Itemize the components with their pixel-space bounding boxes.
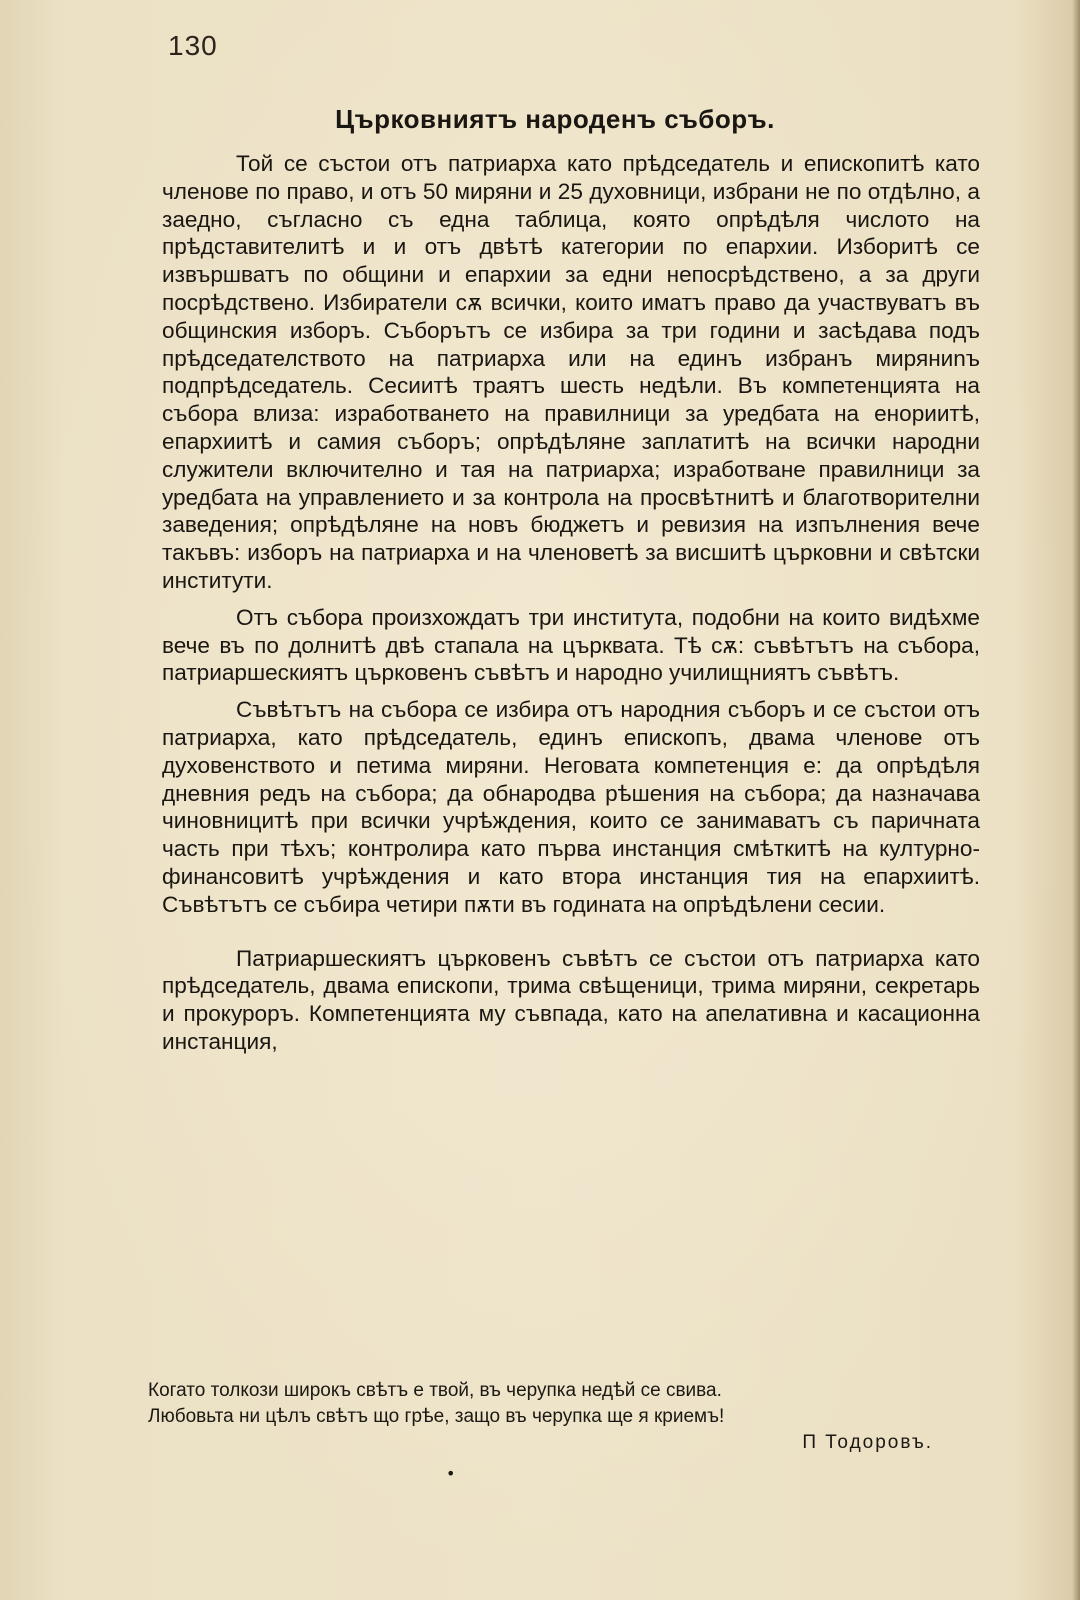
paragraph-composition: Той се състои отъ патриарха като прѣдседатель и епископитѣ като членове по право, и отъ 50 миряни и 25 духовници, избрани не по отдѣлно, а заедно, съгласно съ една таблица, която опрѣдѣля числото на прѣдставителитѣ и и отъ двѣтѣ категории по епархии. Изборитѣ се извършватъ по общини и епархии за едни непосрѣдствено, а за други посрѣдствено. Избиратели сѫ всички, които иматъ право да участвуватъ въ общинския изборъ. Съборътъ се избира за три години и засѣдава подъ прѣдседателството на патриарха или на единъ избранъ миряниnъ подпрѣдседатель. Сесиитѣ траятъ шесть недѣли. Въ компетенцията на събора влиза: изработването на правилници за уредбата на енориитѣ, епархиитѣ и самия съборъ; опрѣдѣляне заплатитѣ на всички народни служители включително и тая на патриарха; изработване правилници за уредбата на управлението и за контрола на просвѣтнитѣ и благотворителни заведения; опрѣдѣляне на новъ бюджетъ и ревизия на изпълнения вече такъвъ: изборъ на патриарха и на членоветѣ за висшитѣ църковни и свѣтски институти. [162,151,980,593]
paragraph-patriarchal-council: Патриаршескиятъ църковенъ съвѣтъ се състои отъ патриарха като прѣдседатель, двама епископи, трима свѣщеници, трима миряни, секретарь и прокуроръ. Компетенцията му съвпада, като на апелативна и касационна инстанция, [162,945,980,1054]
ornament-dot-icon: • [446,1464,456,1483]
page-number: 130 [168,30,218,61]
page-edge-shadow [1072,0,1080,1600]
paragraph-council-of-assembly: Съвѣтътъ на събора се избира отъ народния съборъ и се състои отъ патриарха, като прѣдседатель, единъ епископъ, двама членове отъ духовенството и петима миряни. Неговата компетенция е: да опрѣдѣля дневния редъ на събора; да обнародва рѣшения на събора; да назначава чиновницитѣ при всички учрѣждения, които се занимаватъ съ паричната часть при тѣхъ; контролира като първа инстанция смѣткитѣ на културно-финансовитѣ учрѣждения и като втора инстанция тия на епархиитѣ. Съвѣтътъ се събира четири пѫти въ годината на опрѣдѣлени сесии. [162,697,980,917]
epigraph [148,1378,978,1456]
epigraph-author: П Тодоровъ. [802,1432,933,1453]
body-text [162,150,980,1065]
section-title: Църковниятъ народенъ съборъ. [335,104,775,134]
epigraph-line-2: Любовьта ни цѣлъ свѣтъ що грѣе, защо въ черупка ще я криемъ! [148,1406,725,1427]
paragraph-institutes: Отъ събора произхождатъ три института, подобни на които видѣхме вече въ по долнитѣ двѣ стапала на църквата. Тѣ сѫ: съвѣтътъ на събора, патриаршескиятъ църковенъ съвѣтъ и народно училищниятъ съвѣтъ. [162,604,980,686]
epigraph-line-1: Когато толкози широкъ свѣтъ е твой, въ черупка недѣй се свива. [148,1380,722,1401]
